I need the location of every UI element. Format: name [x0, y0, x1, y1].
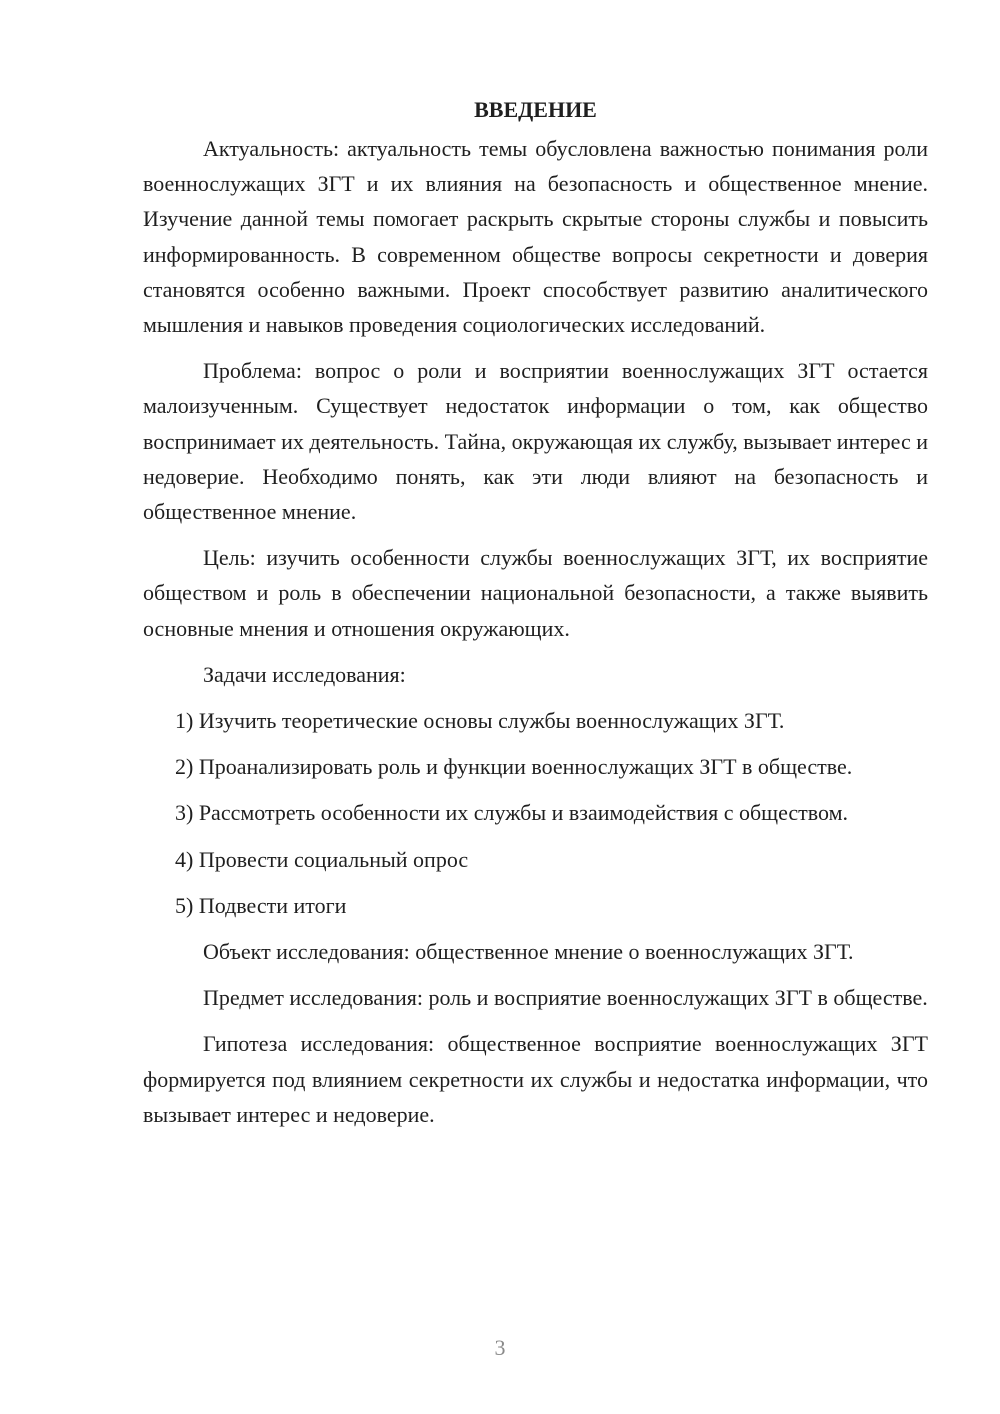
- hypothesis-paragraph: Гипотеза исследования: общественное восприятие военнослужащих ЗГТ формируется под влиянием секретности их службы и недостатка информации, что вызывает интерес и недоверие.: [143, 1031, 928, 1127]
- object-paragraph: Объект исследования: общественное мнение о военнослужащих ЗГТ.: [203, 939, 854, 965]
- goal-paragraph: Цель: изучить особенности службы военнослужащих ЗГТ, их восприятие обществом и роль в обеспечении национальной безопасности, а также выявить основные мнения и отношения окружающих.: [143, 545, 928, 641]
- problem-paragraph: Проблема: вопрос о роли и восприятии военнослужащих ЗГТ остается малоизученным. Существует недостаток информации о том, как общество воспринимает их деятельность. Тайна, окружающая их службу, вызывает интерес и недоверие. Необходимо понять, как эти люди влияют на безопасность и общественное мнение.: [143, 358, 928, 525]
- task-item-4: 4) Провести социальный опрос: [175, 846, 469, 872]
- tasks-heading: Задачи исследования:: [203, 661, 406, 687]
- task-item-5: 5) Подвести итоги: [175, 892, 347, 918]
- task-item-1: 1) Изучить теоретические основы службы военнослужащих ЗГТ.: [175, 708, 785, 734]
- page-number: 3: [494, 1335, 506, 1360]
- relevance-paragraph: Актуальность: актуальность темы обусловлена важностью понимания роли военнослужащих ЗГТ и их влияния на безопасность и общественное мнение. Изучение данной темы помогает раскрыть скрытые стороны службы и повысить информированность. В современном обществе вопросы секретности и доверия становятся особенно важными. Проект способствует развитию аналитического мышления и навыков проведения социологических исследований.: [143, 136, 928, 338]
- document-page: [143, 92, 928, 1143]
- subject-paragraph: Предмет исследования: роль и восприятие военнослужащих ЗГТ в обществе.: [203, 985, 928, 1011]
- task-item-3: 3) Рассмотреть особенности их службы и взаимодействия с обществом.: [175, 800, 849, 826]
- task-item-2: 2) Проанализировать роль и функции военнослужащих ЗГТ в обществе.: [175, 754, 853, 780]
- page-title: ВВЕДЕНИЕ: [474, 97, 597, 122]
